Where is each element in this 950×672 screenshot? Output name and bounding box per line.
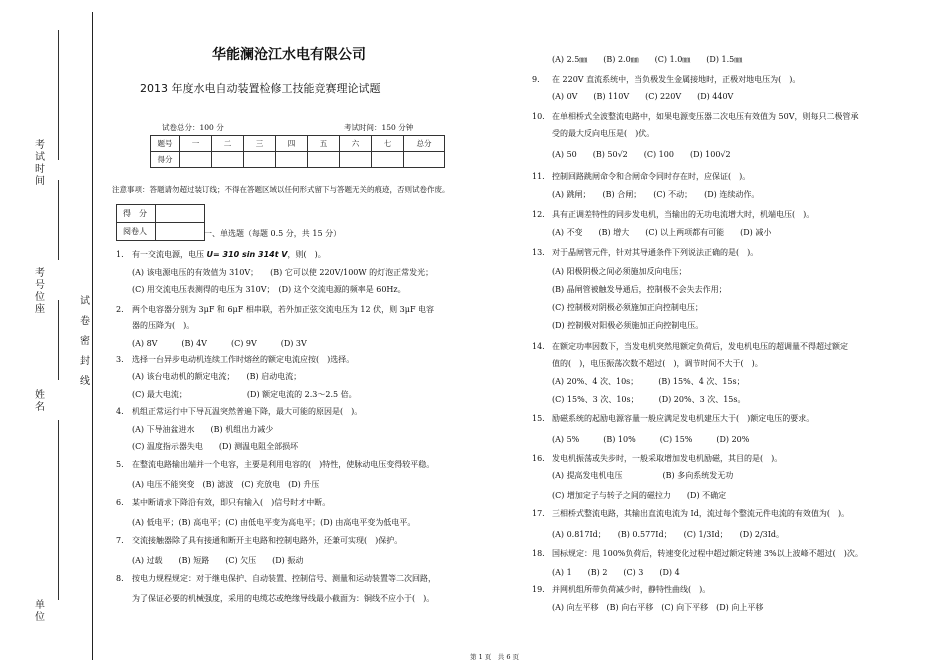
exam-duration: 考试时间：150 分钟 <box>344 123 414 132</box>
score-entry[interactable] <box>276 152 308 168</box>
question-line <box>116 337 307 350</box>
question-line <box>116 405 362 418</box>
question-text: (C) 用交流电压表测得的电压为 310V； (D) 这个交流电源的频率是 60Hz。 <box>132 285 406 294</box>
question-text: (A) 50 (B) 50√2 (C) 100 (D) 100√2 <box>552 150 731 159</box>
score-cell: 一 <box>180 136 212 152</box>
formula: U= 310 sin 314t V <box>206 250 288 259</box>
question-line <box>532 170 750 183</box>
question-text: 受的最大反向电压是( )伏。 <box>552 129 655 138</box>
seal-char: 线 <box>80 376 90 387</box>
question-text: 在 220V 直流系统中，当负极发生金属接地时，正极对地电压为( )。 <box>552 75 801 84</box>
question-line <box>116 496 330 509</box>
question-text: (A) 2.5㎜ (B) 2.0㎜ (C) 1.0㎜ (D) 1.5㎜ <box>552 55 743 64</box>
question-text: (C) 增加定子与转子之间的磁拉力 (D) 不确定 <box>552 491 727 500</box>
question-line <box>532 208 814 221</box>
score-cell: 四 <box>276 136 308 152</box>
question-line <box>532 393 746 406</box>
question-text: (A) 20%、4 次、10s； (B) 15%、4 次、15s； <box>552 377 745 386</box>
page-footer: 第 1 页 共 6 页 <box>470 653 520 661</box>
grader-label: 阅卷人 <box>117 223 156 241</box>
question-text: (C) 15%、3 次、10s； (D) 20%、3 次、15s。 <box>552 395 746 404</box>
question-text: ，则( )。 <box>287 250 326 259</box>
question-line <box>116 248 326 261</box>
exam-title: 2013 年度水电自动装置检修工技能竞赛理论试题 <box>140 82 381 95</box>
question-line <box>532 489 726 502</box>
question-text: (A) 1 (B) 2 (C) 3 (D) 4 <box>552 568 680 577</box>
score-table-score-row <box>151 152 445 168</box>
question-line <box>532 319 703 332</box>
score-cell: 题号 <box>151 136 180 152</box>
score-entry[interactable] <box>212 152 244 168</box>
question-number: 2. <box>116 305 124 314</box>
question-line <box>532 452 782 465</box>
seal-char: 试 <box>80 296 90 307</box>
question-text: 有一交流电源，电压 <box>132 250 207 259</box>
question-line <box>532 469 733 482</box>
question-line <box>116 440 298 453</box>
score-entry[interactable] <box>340 152 372 168</box>
question-number: 3. <box>116 355 124 364</box>
question-text: (A) 提高发电机电压 (B) 多向系统发无功 <box>552 471 734 480</box>
score-cell: 三 <box>244 136 276 152</box>
question-line <box>116 319 194 332</box>
question-text: (A) 向左平移 (B) 向右平移 (C) 向下平移 (D) 向上平移 <box>552 603 764 612</box>
score-cell: 七 <box>372 136 404 152</box>
question-text: 按电力规程规定：对于继电保护、自动装置、控制信号、测量和运动装置等二次回路， <box>132 574 436 583</box>
question-line <box>532 547 863 560</box>
score-entry[interactable] <box>180 152 212 168</box>
question-number: 15. <box>532 414 545 423</box>
question-line <box>116 534 402 547</box>
question-line <box>116 423 273 436</box>
question-line <box>116 303 434 316</box>
question-text: 在额定功率因数下，当发电机突然甩额定负荷后，发电机电压的超调量不得超过额定 <box>552 342 848 351</box>
score-row-label: 得分 <box>151 152 180 168</box>
question-text: (A) 该电源电压的有效值为 310V； (B) 它可以使 220V/100W 的灯泡正常发光； <box>132 268 434 277</box>
score-cell: 二 <box>212 136 244 152</box>
question-line <box>116 370 301 383</box>
question-text: (A) 低电平；(B) 高电平；(C) 由低电平变为高电平；(D) 由高电平变为低电平。 <box>132 518 416 527</box>
question-number: 7. <box>116 536 124 545</box>
question-text: 三相桥式整流电路，其输出直流电流为 Id，流过每个整流元件电流的有效值为( )。 <box>552 509 850 518</box>
question-line <box>532 226 771 239</box>
question-text: 国标规定：甩 100%负荷后，转速变化过程中超过额定转速 3%以上波峰不超过( )次。 <box>552 549 863 558</box>
question-line <box>532 601 763 614</box>
grade-box <box>116 204 205 241</box>
question-text: (A) 该台电动机的额定电流； (B) 启动电流； <box>132 372 302 381</box>
question-text: (A) 0V (B) 110V (C) 220V (D) 440V <box>552 92 734 101</box>
question-text: (A) 阳极阴极之间必须施加反向电压； <box>552 267 687 276</box>
score-entry[interactable] <box>372 152 404 168</box>
margin-rule <box>58 300 59 380</box>
question-text: (A) 过载 (B) 短路 (C) 欠压 (D) 振动 <box>132 556 304 565</box>
question-text: (B) 晶闸管被触发导通后，控制极不会失去作用； <box>552 285 727 294</box>
question-line <box>116 516 415 529</box>
question-text: 具有正调差特性的同步发电机，当输出的无功电流增大时，机端电压( )。 <box>552 210 815 219</box>
score-table <box>150 135 445 168</box>
question-line <box>532 73 800 86</box>
question-number: 18. <box>532 549 545 558</box>
question-line <box>532 301 703 314</box>
question-line <box>116 353 354 366</box>
score-cell: 总分 <box>404 136 445 152</box>
question-line <box>116 592 434 605</box>
question-number: 12. <box>532 210 545 219</box>
question-text: 交流接触器除了具有接通和断开主电路和控制电路外，还兼可实现( )保护。 <box>132 536 403 545</box>
score-cell: 五 <box>308 136 340 152</box>
question-text: 发电机振荡或失步时，一般采取增加发电机励磁，其目的是( )。 <box>552 454 783 463</box>
score-table-header-row <box>151 136 445 152</box>
exam-time-label: 考试时间 <box>35 140 45 187</box>
question-line <box>532 188 759 201</box>
margin-rule <box>58 30 59 160</box>
question-line <box>532 583 710 596</box>
question-text: 对于晶闸管元件，针对其导通条件下列说法正确的是( )。 <box>552 248 759 257</box>
question-number: 4. <box>116 407 124 416</box>
score-entry[interactable] <box>404 152 445 168</box>
question-text: 值的( )，电压振荡次数不超过( )，调节时间不大于( )。 <box>552 359 763 368</box>
question-text: 选择一台异步电动机连续工作时熔丝的额定电流应按( )选择。 <box>132 355 355 364</box>
margin-rule <box>58 180 59 260</box>
question-text: (C) 温度指示器失电 (D) 测温电阻全部损坏 <box>132 442 299 451</box>
score-cell: 六 <box>340 136 372 152</box>
question-text: (C) 最大电流； (D) 额定电流的 2.3～2.5 倍。 <box>132 390 357 399</box>
question-line <box>532 283 727 296</box>
question-text: (A) 0.817Id； (B) 0.577Id； (C) 1/3Id； (D) 2/3Id。 <box>552 530 785 539</box>
question-line <box>532 566 680 579</box>
question-text: 两个电容器分别为 3μF 和 6μF 相串联，若外加正弦交流电压为 12 伏，则 3μF 电容 <box>132 305 435 314</box>
question-line <box>116 458 434 471</box>
question-line <box>532 265 687 278</box>
question-line <box>116 572 436 585</box>
seal-char: 封 <box>80 356 90 367</box>
question-text: 控制回路跳闸命令和合闸命令同时存在时，应保证( )。 <box>552 172 751 181</box>
question-number: 13. <box>532 248 545 257</box>
question-text: 并网机组所带负荷减少时，静特性曲线( )。 <box>552 585 711 594</box>
question-text: (C) 控制极对阴极必须施加正向控制电压； <box>552 303 703 312</box>
question-text: 在单相桥式全波整流电路中，如果电源变压器二次电压有效值为 50V，则每只二极管承 <box>552 112 859 121</box>
question-line <box>532 90 733 103</box>
question-text: 某中断请求下降沿有效，即只有输入( )信号时才中断。 <box>132 498 331 507</box>
question-line <box>532 340 848 353</box>
seat-number-label: 考号位座 <box>35 268 45 315</box>
question-text: (A) 不变 (B) 增大 (C) 以上两项都有可能 (D) 减小 <box>552 228 772 237</box>
question-line <box>116 283 406 296</box>
question-number: 5. <box>116 460 124 469</box>
notice: 注意事项：答题请勿超过装订线；不得在答题区域以任何形式留下与答题无关的痕迹，否则试卷作废。 <box>112 185 450 194</box>
question-line <box>532 53 742 66</box>
question-number: 9. <box>532 75 540 84</box>
question-line <box>116 388 357 401</box>
score-entry[interactable] <box>308 152 340 168</box>
question-line <box>532 507 849 520</box>
question-line <box>532 528 784 541</box>
question-text: 器的压降为( )。 <box>132 321 195 330</box>
question-line <box>532 127 654 140</box>
question-text: (A) 跳闸； (B) 合闸； (C) 不动； (D) 连续动作。 <box>552 190 760 199</box>
grade-score-label: 得 分 <box>117 205 156 223</box>
company-name: 华能澜沧江水电有限公司 <box>212 47 366 63</box>
question-text: (A) 8V (B) 4V (C) 9V (D) 3V <box>132 339 307 348</box>
question-number: 11. <box>532 172 545 181</box>
question-line <box>532 433 749 446</box>
question-line <box>116 266 433 279</box>
seal-char: 密 <box>80 336 90 347</box>
question-line <box>532 375 745 388</box>
grade-score-entry[interactable] <box>156 205 205 223</box>
question-text: (A) 5% (B) 10% (C) 15% (D) 20% <box>552 435 750 444</box>
question-number: 10. <box>532 112 545 121</box>
question-text: 为了保证必要的机械强度，采用的电缆芯或绝缘导线最小截面为：铜线不应小于( )。 <box>132 594 435 603</box>
section-heading: 一、单选题（每题 0.5 分，共 15 分） <box>204 229 342 238</box>
question-line <box>116 478 319 491</box>
question-text: 机组正常运行中下导瓦温突然普遍下降，最大可能的原因是( )。 <box>132 407 363 416</box>
margin-rule <box>58 420 59 600</box>
question-number: 8. <box>116 574 124 583</box>
question-number: 6. <box>116 498 124 507</box>
question-number: 17. <box>532 509 545 518</box>
question-line <box>116 554 303 567</box>
binding-line <box>92 12 93 660</box>
question-number: 16. <box>532 454 545 463</box>
question-number: 14. <box>532 342 545 351</box>
question-text: (A) 下导油盆进水 (B) 机组出力减少 <box>132 425 274 434</box>
total-score: 试卷总分：100 分 <box>162 123 224 132</box>
question-number: 1. <box>116 250 124 259</box>
question-text: 在整流电路输出端并一个电容，主要是利用电容的( )特性，使脉动电压变得较平稳。 <box>132 460 435 469</box>
question-line <box>532 148 731 161</box>
question-text: (D) 控制极对阳极必须施加正向控制电压。 <box>552 321 704 330</box>
question-text: 励磁系统的起励电源容量一般应满足发电机建压大于( )额定电压的要求。 <box>552 414 815 423</box>
question-number: 19. <box>532 585 545 594</box>
question-line <box>532 110 859 123</box>
seal-char: 卷 <box>80 316 90 327</box>
question-line <box>532 246 758 259</box>
question-line <box>532 357 763 370</box>
score-entry[interactable] <box>244 152 276 168</box>
grader-entry[interactable] <box>156 223 205 241</box>
question-line <box>532 412 814 425</box>
name-label: 姓名 <box>35 390 45 413</box>
question-text: (A) 电压不能突变 (B) 滤波 (C) 充放电 (D) 升压 <box>132 480 320 489</box>
unit-label: 单位 <box>35 600 45 623</box>
